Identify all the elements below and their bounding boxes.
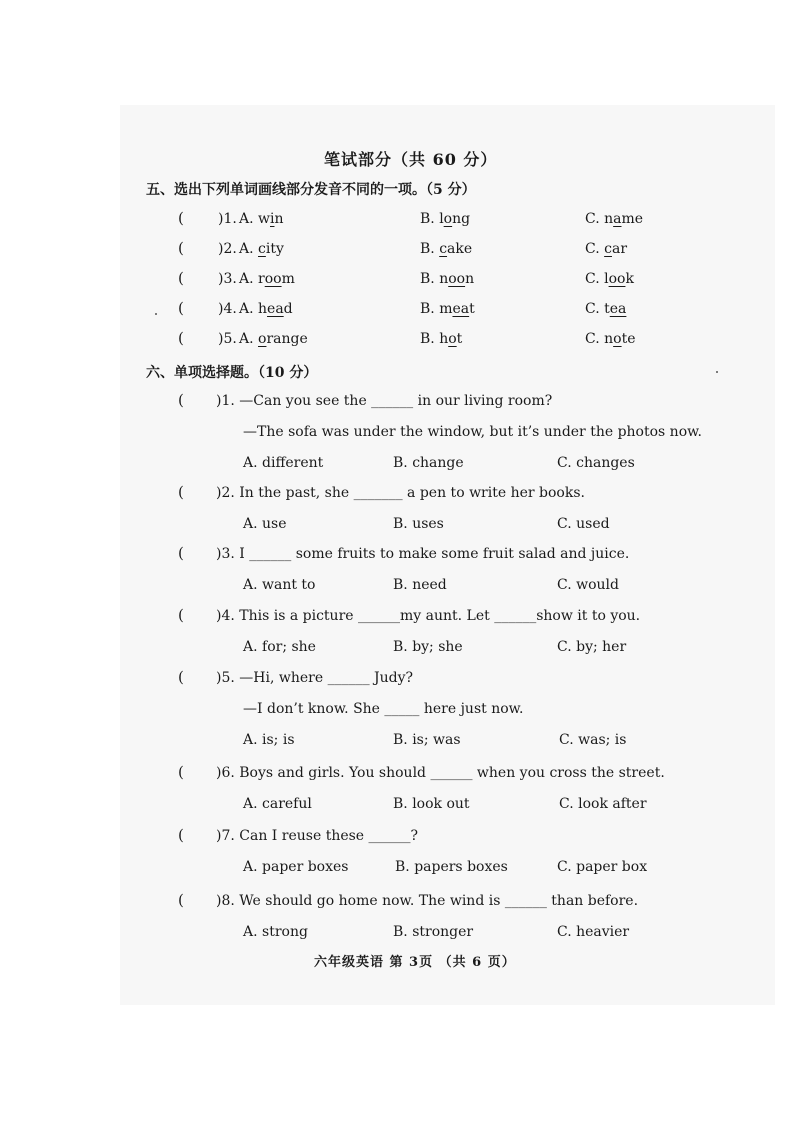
option-text: k — [625, 271, 634, 287]
answer-paren: ( — [178, 891, 184, 909]
option-text: ity — [265, 241, 284, 257]
option-b: B. stronger — [393, 924, 474, 940]
option-text: range — [266, 331, 308, 347]
underlined-part: c — [604, 241, 612, 257]
question-number: )3. — [218, 271, 237, 287]
option-text: A. r — [239, 271, 265, 287]
option-a: A. for; she — [243, 639, 316, 655]
option-text: A. w — [239, 211, 270, 227]
option-text: C. n — [585, 211, 614, 227]
question-stem: )3. I ______ some fruits to make some fruit salad and juice. — [216, 546, 630, 562]
scan-speck — [155, 313, 157, 315]
underlined-part: oo — [608, 271, 626, 287]
option-b — [420, 211, 470, 227]
option-b — [420, 271, 474, 287]
option-text: t — [456, 331, 463, 347]
answer-paren: ( — [178, 209, 184, 227]
option-c: C. by; her — [557, 639, 627, 655]
underlined-part: ea — [609, 301, 627, 317]
option-a — [239, 301, 293, 317]
option-text: C. — [585, 241, 605, 257]
option-a — [239, 241, 284, 257]
answer-paren: ( — [178, 483, 184, 501]
option-a: A. use — [243, 516, 287, 532]
answer-paren: ( — [178, 763, 184, 781]
underlined-part: oo — [264, 271, 282, 287]
question-number: )2. — [218, 241, 237, 257]
question-stem-line2: —The sofa was under the window, but it’s under the photos now. — [243, 424, 702, 440]
answer-paren: ( — [178, 299, 184, 317]
question-number: )1. — [218, 211, 237, 227]
option-text: B. l — [420, 211, 444, 227]
option-text: C. t — [585, 301, 610, 317]
option-text: B. — [420, 241, 440, 257]
answer-paren: ( — [178, 239, 184, 257]
option-text: n — [274, 211, 284, 227]
answer-paren: ( — [178, 668, 184, 686]
option-b — [420, 331, 462, 347]
option-text: C. n — [585, 331, 614, 347]
answer-paren: ( — [178, 329, 184, 347]
option-a — [239, 331, 308, 347]
option-c — [585, 271, 634, 287]
question-stem: )7. Can I reuse these ______? — [216, 828, 419, 844]
underlined-part: i — [270, 211, 275, 227]
option-a: A. careful — [243, 796, 312, 812]
option-c — [585, 331, 636, 347]
option-b: B. look out — [393, 796, 470, 812]
option-text: m — [281, 271, 295, 287]
option-b: B. papers boxes — [395, 859, 508, 875]
answer-paren: ( — [178, 391, 184, 409]
option-c — [585, 301, 626, 317]
option-text: A. h — [239, 301, 268, 317]
option-a — [239, 211, 284, 227]
option-text: te — [621, 331, 636, 347]
option-c: C. look after — [559, 796, 647, 812]
answer-paren: ( — [178, 544, 184, 562]
option-b: B. uses — [393, 516, 444, 532]
answer-paren: ( — [178, 606, 184, 624]
option-b — [420, 301, 475, 317]
underlined-part: c — [258, 241, 266, 257]
option-text: ng — [452, 211, 471, 227]
option-text: C. l — [585, 271, 609, 287]
option-a: A. different — [243, 455, 324, 471]
option-c: C. would — [557, 577, 619, 593]
underlined-part: a — [613, 211, 622, 227]
underlined-part: c — [439, 241, 448, 257]
option-a — [239, 271, 295, 287]
underlined-part: o — [443, 211, 453, 227]
option-text: A. — [239, 241, 259, 257]
question-number: )4. — [218, 301, 237, 317]
option-b: B. by; she — [393, 639, 463, 655]
question-stem: )2. In the past, she _______ a pen to write her books. — [216, 485, 585, 501]
question-stem: )8. We should go home now. The wind is ______ than before. — [216, 893, 639, 909]
question-stem: )4. This is a picture ______my aunt. Let ______show it to you. — [216, 608, 641, 624]
option-c: C. changes — [557, 455, 635, 471]
option-b: B. need — [393, 577, 447, 593]
option-c: C. paper box — [557, 859, 648, 875]
option-text: n — [465, 271, 475, 287]
option-text: t — [469, 301, 475, 317]
option-c: C. heavier — [557, 924, 630, 940]
option-text: B. h — [420, 331, 449, 347]
option-c — [585, 211, 643, 227]
underlined-part: o — [448, 331, 457, 347]
underlined-part: ea — [267, 301, 284, 317]
option-c: C. used — [557, 516, 610, 532]
question-number: )5. — [218, 331, 237, 347]
option-text: A. — [239, 331, 259, 347]
question-stem: )5. —Hi, where ______ Judy? — [216, 670, 414, 686]
section-5-heading: 五、选出下列单词画线部分发音不同的一项。（5 分） — [146, 182, 476, 198]
option-b: B. is; was — [393, 732, 461, 748]
underlined-part: o — [258, 331, 267, 347]
answer-paren: ( — [178, 269, 184, 287]
question-stem: )6. Boys and girls. You should ______ when you cross the street. — [216, 765, 665, 781]
option-text: B. n — [420, 271, 449, 287]
option-text: me — [621, 211, 644, 227]
option-b: B. change — [393, 455, 464, 471]
underlined-part: o — [613, 331, 622, 347]
option-a: A. want to — [243, 577, 316, 593]
option-a: A. strong — [243, 924, 308, 940]
page-footer: 六年级英语 第 3页 （共 6 页） — [314, 955, 516, 970]
option-text: d — [283, 301, 293, 317]
underlined-part: ea — [452, 301, 470, 317]
option-a: A. is; is — [243, 732, 295, 748]
option-a: A. paper boxes — [243, 859, 349, 875]
page-title: 笔试部分（共 60 分） — [324, 150, 498, 169]
option-text: B. m — [420, 301, 453, 317]
underlined-part: oo — [448, 271, 466, 287]
question-stem: )1. —Can you see the ______ in our living room? — [216, 393, 553, 409]
option-text: ar — [611, 241, 628, 257]
option-c — [585, 241, 627, 257]
option-c: C. was; is — [559, 732, 627, 748]
scan-speck — [716, 371, 718, 373]
option-b — [420, 241, 472, 257]
question-stem-line2: —I don’t know. She _____ here just now. — [243, 701, 524, 717]
answer-paren: ( — [178, 826, 184, 844]
option-text: ake — [447, 241, 473, 257]
section-6-heading: 六、单项选择题。（10 分） — [146, 365, 318, 381]
